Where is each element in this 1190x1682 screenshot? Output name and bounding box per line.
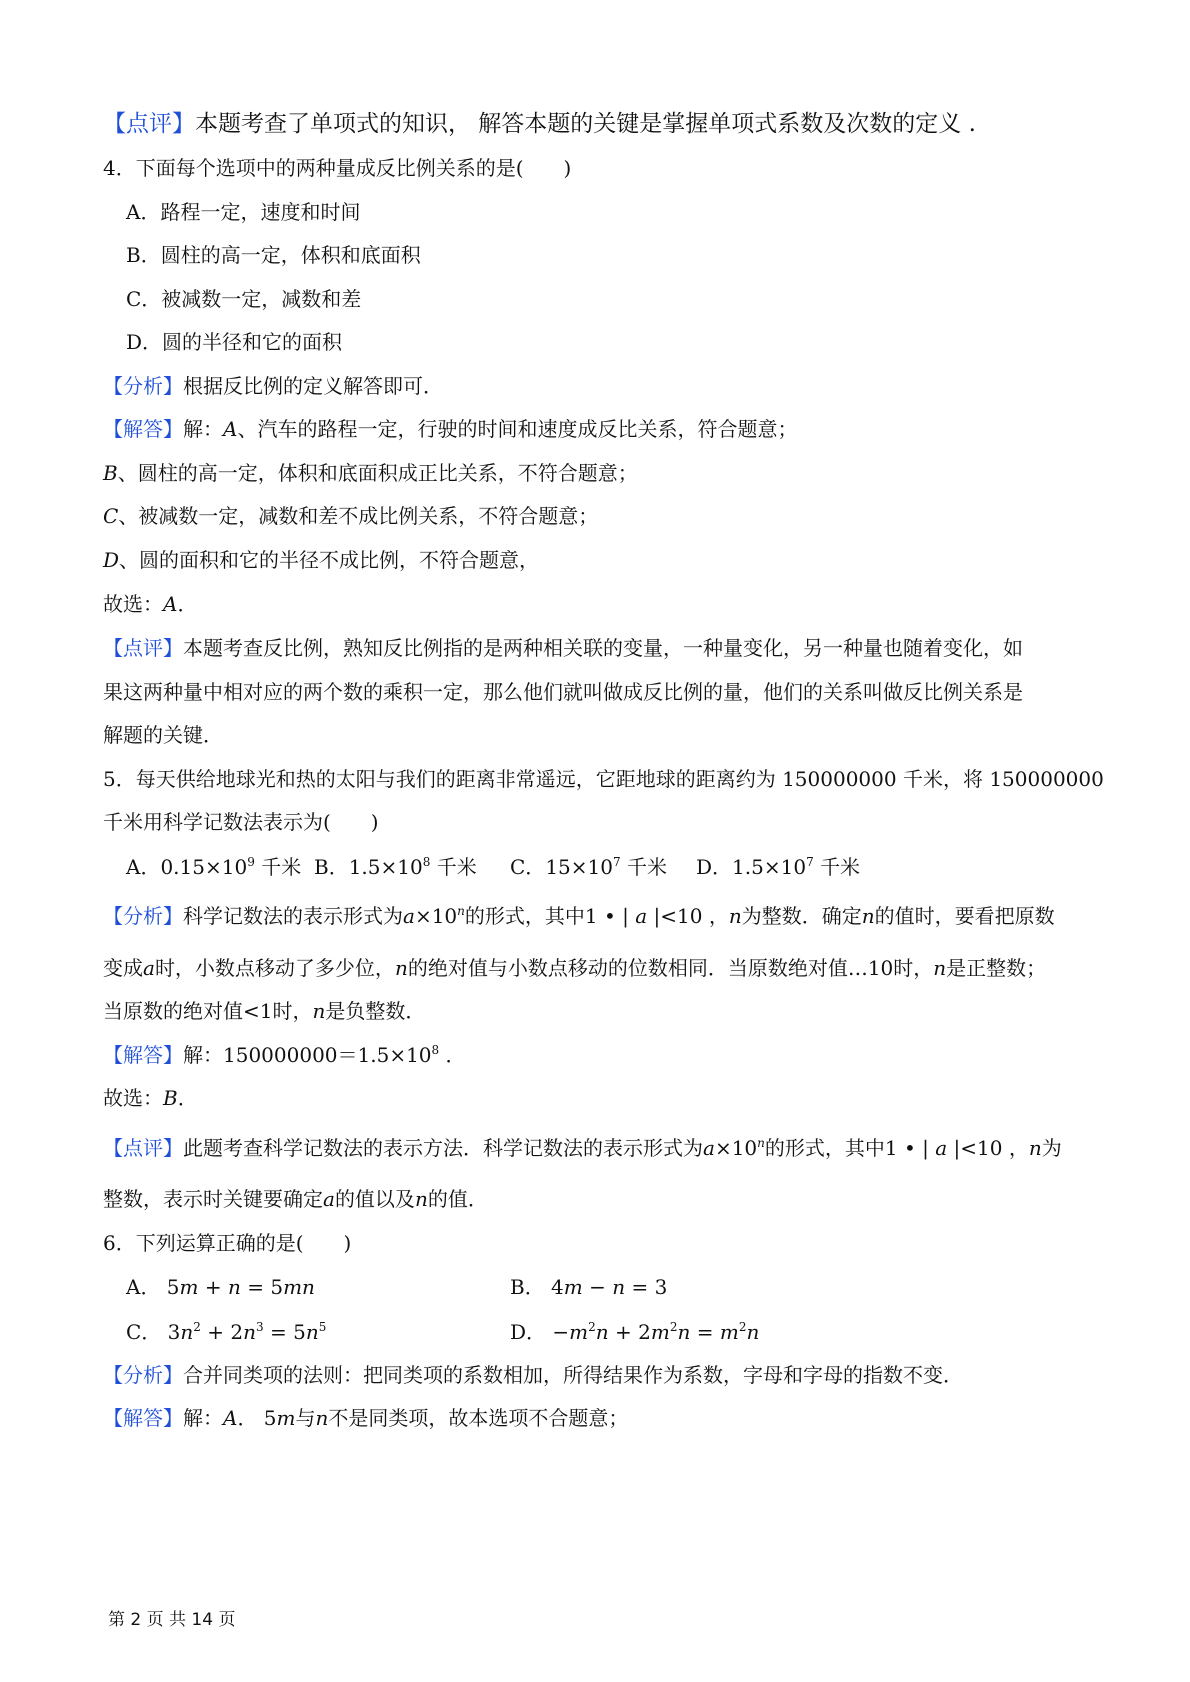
answer-text-c: 、被减数一定，减数和差不成比例关系，不符合题意； xyxy=(118,504,599,528)
analysis-part: 是正整数； xyxy=(946,956,1047,980)
dianping-tag: 【点评】 xyxy=(103,1136,183,1160)
opt-unit: 千米 xyxy=(626,855,667,879)
var-b: B xyxy=(103,461,118,485)
q5-comment-line-1: 【点评】此题考查科学记数法的表示方法．科学记数法的表示形式为$a\times 10^n$的形式，其中1 • | a |<10 ，n为 xyxy=(103,1136,1062,1160)
fenxi-tag: 【分析】 xyxy=(103,904,183,928)
answer-part: 不是同类项，故本选项不合题意； xyxy=(328,1406,629,1430)
dianping-tag: 【点评】 xyxy=(103,111,195,137)
analysis-part: 的绝对值与小数点移动的位数相同．当原数绝对值 xyxy=(407,956,848,980)
q6-answer: 【解答】解：A． 5m与n不是同类项，故本选项不合题意； xyxy=(103,1406,629,1430)
answer-exp: 8 xyxy=(431,1043,440,1057)
opt-coef: 15×10 xyxy=(545,855,613,879)
answer-prefix: 解： xyxy=(183,417,223,441)
page-footer: 第 2 页 共 14 页 xyxy=(108,1610,236,1630)
q4-option-a: A．路程一定，速度和时间 xyxy=(126,200,361,224)
q4-comment-line-3: 解题的关键． xyxy=(103,723,223,747)
analysis-part: 为整数．确定 xyxy=(741,904,862,928)
fenxi-tag: 【分析】 xyxy=(103,1363,183,1387)
jieda-tag: 【解答】 xyxy=(103,417,183,441)
q5-option-a xyxy=(126,853,301,881)
q5-stem-2: 千米用科学记数法表示为( ) xyxy=(103,810,379,834)
opt-label: A． xyxy=(126,855,161,879)
q5-option-b xyxy=(314,853,477,881)
q4-option-d: D．圆的半径和它的面积 xyxy=(126,330,343,354)
analysis-part: 科学记数法的表示形式为 xyxy=(183,904,403,928)
analysis-part: 变成 xyxy=(103,956,143,980)
q6-analysis xyxy=(103,1361,963,1389)
opt-exp: 7 xyxy=(806,855,814,869)
q4-answer-line-1 xyxy=(103,415,797,443)
q4-answer-line-3 xyxy=(103,502,598,530)
comment-part: 的形式，其中 xyxy=(764,1136,885,1160)
q4-comment-line-1 xyxy=(103,634,1023,662)
comment-part: 的值以及 xyxy=(334,1187,415,1211)
analysis-part: 时， xyxy=(272,999,313,1023)
analysis-part: 的形式，其中 xyxy=(464,904,585,928)
comment-part: 此题考查科学记数法的表示方法．科学记数法的表示形式为 xyxy=(183,1136,703,1160)
opt-exp: 7 xyxy=(612,855,621,869)
q6-option-d: D． $-m^2n + 2m^2n = m^2n$ xyxy=(510,1320,760,1344)
opt-unit: 千米 xyxy=(261,855,302,879)
answer-part: 与 xyxy=(295,1406,316,1430)
analysis-part: 时， xyxy=(893,956,934,980)
q6-stem: 6．下列运算正确的是( ) xyxy=(103,1231,352,1255)
analysis-part: 是负整数． xyxy=(325,999,426,1023)
fenxi-tag: 【分析】 xyxy=(103,374,183,398)
q4-choose: 故选：A． xyxy=(103,592,198,616)
var-c: C xyxy=(103,504,119,528)
dianping-tag: 【点评】 xyxy=(103,636,183,660)
analysis-part: 的值时，要看把原数 xyxy=(874,904,1055,928)
q5-analysis-line-1: 【分析】科学记数法的表示形式为$a\times 10^n$的形式，其中1 • | a |<10 ，n为整数．确定n的值时，要看把原数 xyxy=(103,904,1055,928)
jieda-tag: 【解答】 xyxy=(103,1043,183,1067)
opt-label: D． xyxy=(696,855,733,879)
q5-option-c xyxy=(510,853,667,881)
jieda-tag: 【解答】 xyxy=(103,1406,183,1430)
analysis-part: 当原数的绝对值 xyxy=(103,999,243,1023)
q5-choose: 故选：B． xyxy=(103,1086,198,1110)
q4-option-c: C．被减数一定，减数和差 xyxy=(126,287,362,311)
q4-option-b: B．圆柱的高一定，体积和底面积 xyxy=(126,243,421,267)
opt-label: C． xyxy=(510,855,546,879)
opt-unit: 千米 xyxy=(820,855,861,879)
analysis-part: 时，小数点移动了多少位， xyxy=(154,956,395,980)
q5-stem-1: 5．每天供给地球光和热的太阳与我们的距离非常遥远，它距地球的距离约为 150000000 千米，将 150000000 xyxy=(103,767,1104,791)
answer-text-d: 、圆的面积和它的半径不成比例，不符合题意， xyxy=(119,548,540,572)
comment-text-1: 本题考查反比例，熟知反比例指的是两种相关联的变量，一种量变化，另一种量也随着变化，如 xyxy=(183,636,1023,660)
choose-label: 故选： xyxy=(103,1086,163,1110)
q6-option-b: B． 4m − n = 3 xyxy=(510,1275,668,1299)
var-d: D xyxy=(103,548,120,572)
top-comment-text: 本题考查了单项式的知识， 解答本题的关键是掌握单项式系数及次数的定义 . xyxy=(195,111,976,137)
opt-label: B． xyxy=(314,855,349,879)
choose-letter: B xyxy=(163,1086,178,1110)
comment-part: 为 xyxy=(1041,1136,1062,1160)
opt-coef: 0.15×10 xyxy=(160,855,248,879)
answer-part: ． xyxy=(237,1406,258,1430)
var-a: A xyxy=(223,417,238,441)
opt-coef: 1.5×10 xyxy=(348,855,423,879)
answer-text-b: 、圆柱的高一定，体积和底面积成正比关系，不符合题意； xyxy=(117,461,638,485)
opt-exp: 8 xyxy=(422,855,431,869)
q4-answer-line-4 xyxy=(103,546,539,574)
q5-analysis-line-2: 变成a时，小数点移动了多少位，n的绝对值与小数点移动的位数相同．当原数绝对值…10时，n是正整数； xyxy=(103,956,1047,980)
choose-letter: A xyxy=(163,592,178,616)
q4-answer-line-2 xyxy=(103,459,638,487)
answer-text-a: 、汽车的路程一定，行驶的时间和速度成反比关系，符合题意； xyxy=(237,417,798,441)
q5-comment-line-2: 整数，表示时关键要确定a的值以及n的值． xyxy=(103,1187,488,1211)
q5-answer: 【解答】解：$150000000=1.5\times 10^8$ ． xyxy=(103,1043,466,1067)
q4-stem: 4．下面每个选项中的两种量成反比例关系的是( ) xyxy=(103,156,572,180)
answer-part: 解： xyxy=(183,1406,223,1430)
answer-text: 解：150000000＝1.5×10 xyxy=(183,1043,432,1067)
q6-option-a: A． 5m + n = 5mn xyxy=(126,1275,315,1299)
q6-option-c: C． $3n^2 + 2n^3 = 5n^5$ xyxy=(126,1320,327,1344)
q5-analysis-line-3: 当原数的绝对值<1时，n是负整数． xyxy=(103,999,426,1023)
opt-exp: 9 xyxy=(247,855,255,869)
top-comment xyxy=(103,110,976,138)
opt-unit: 千米 xyxy=(436,855,477,879)
q4-analysis-text: 根据反比例的定义解答即可． xyxy=(183,374,443,398)
comment-part: 的值． xyxy=(427,1187,488,1211)
analysis-text: 合并同类项的法则：把同类项的系数相加，所得结果作为系数，字母和字母的指数不变． xyxy=(183,1363,963,1387)
q4-analysis xyxy=(103,372,443,400)
comment-part: 整数，表示时关键要确定 xyxy=(103,1187,323,1211)
q4-comment-line-2: 果这两种量中相对应的两个数的乘积一定，那么他们就叫做成反比例的量，他们的关系叫做反比例关系是 xyxy=(103,680,1023,704)
opt-coef: 1.5×10 xyxy=(732,855,807,879)
q5-option-d xyxy=(696,853,860,881)
choose-label: 故选： xyxy=(103,592,163,616)
